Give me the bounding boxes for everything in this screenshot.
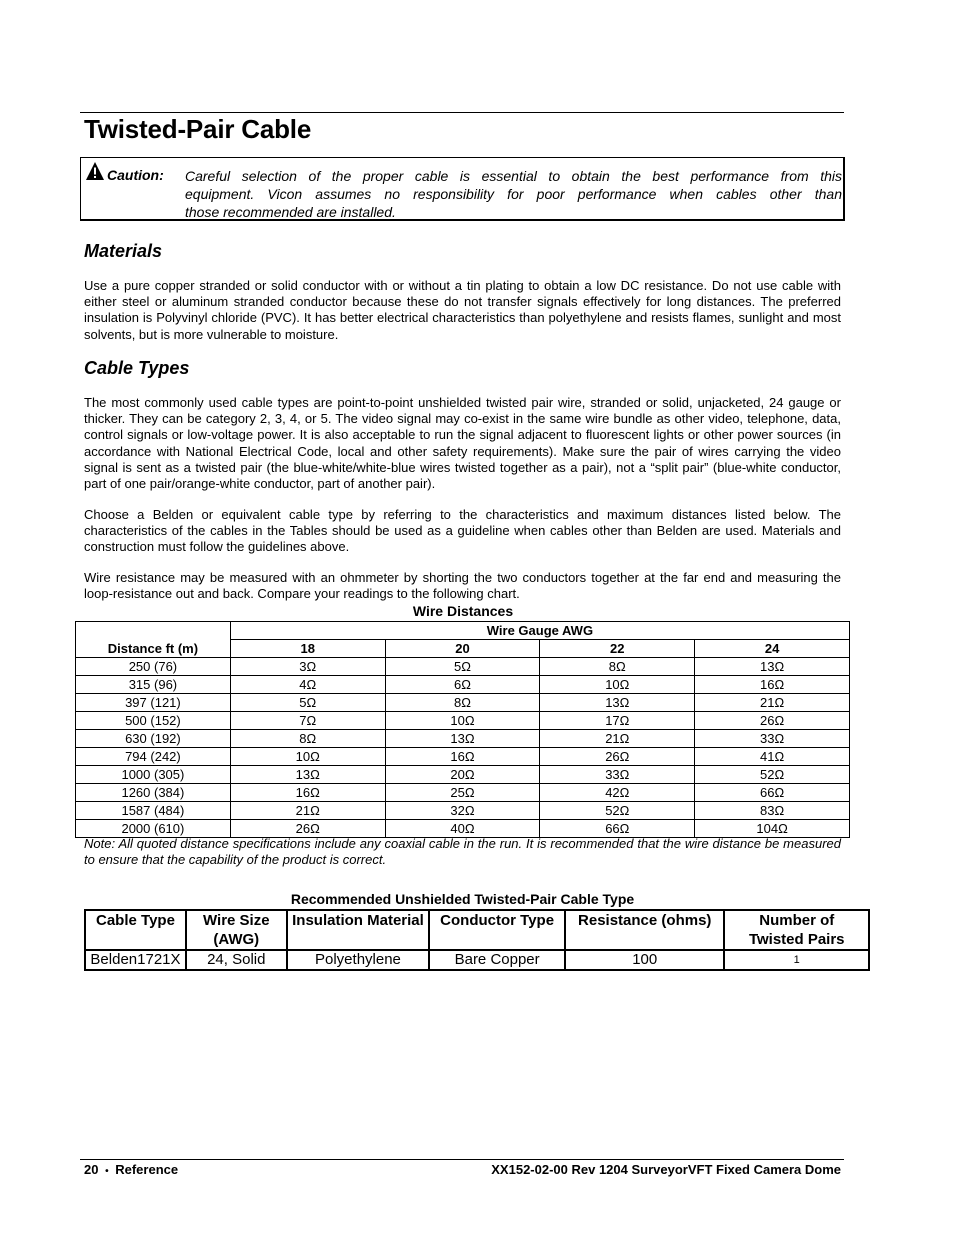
resistance-cell: 26Ω [230,820,385,838]
gauge-col-header: 24 [695,640,850,658]
footer-section: Reference [115,1162,179,1177]
materials-heading: Materials [84,241,163,261]
recommended-cell: Bare Copper [429,950,565,970]
recommended-cable-table [84,909,870,971]
resistance-cell: 21Ω [695,694,850,712]
resistance-cell: 26Ω [695,712,850,730]
caution-label: Caution: [107,167,164,183]
resistance-cell: 42Ω [540,784,695,802]
wire-distances-note: Note: All quoted distance specifications include any coaxial cable in the run. It is recommended that the wire distance be measured to ensure that the capability of the product is correct. [84,836,841,867]
resistance-cell: 40Ω [385,820,540,838]
caution-line: Careful selection of the proper cable is essential to obtain the best performance from this [185,168,842,184]
gauge-col-header: 18 [230,640,385,658]
header-line: Number of [759,912,835,929]
resistance-cell: 21Ω [540,730,695,748]
recommended-cell: 24, Solid [186,950,287,970]
distance-cell: 1260 (384) [76,784,231,802]
table-row [76,676,850,694]
recommended-cell: 1 [724,950,869,970]
resistance-cell: 52Ω [695,766,850,784]
resistance-cell: 5Ω [230,694,385,712]
resistance-cell: 83Ω [695,802,850,820]
resistance-cell: 17Ω [540,712,695,730]
table-row [76,784,850,802]
recommended-col-header [287,910,430,950]
resistance-cell: 7Ω [230,712,385,730]
resistance-cell: 41Ω [695,748,850,766]
cable-types-paragraph-3: Wire resistance may be measured with an ohmmeter by shorting the two conductors together at the far end and measuring the loop-resistance out and back. Compare your readings to the following chart. [84,570,841,602]
table-row [85,950,869,970]
distance-cell: 250 (76) [76,658,231,676]
recommended-col-header [565,910,725,950]
header-line: Twisted Pairs [748,931,845,948]
resistance-cell: 104Ω [695,820,850,838]
distance-cell: 2000 (610) [76,820,231,838]
table-row [76,766,850,784]
table-row [76,694,850,712]
resistance-cell: 13Ω [385,730,540,748]
caution-text [185,167,842,221]
header-line: (AWG) [213,931,260,948]
resistance-cell: 20Ω [385,766,540,784]
resistance-cell: 32Ω [385,802,540,820]
resistance-cell: 13Ω [230,766,385,784]
distance-cell: 1000 (305) [76,766,231,784]
resistance-cell: 13Ω [540,694,695,712]
resistance-cell: 16Ω [695,676,850,694]
resistance-cell: 6Ω [385,676,540,694]
header-line: Conductor Type [440,912,555,929]
resistance-cell: 4Ω [230,676,385,694]
caution-box [80,157,845,221]
caution-line: those recommended are installed. [185,204,396,220]
resistance-cell: 25Ω [385,784,540,802]
resistance-cell: 10Ω [385,712,540,730]
bottom-rule [80,1159,844,1160]
wire-distances-table [75,621,850,838]
page-number: 20 [84,1162,99,1177]
resistance-cell: 10Ω [230,748,385,766]
resistance-cell: 66Ω [540,820,695,838]
resistance-cell: 33Ω [540,766,695,784]
distance-cell: 500 (152) [76,712,231,730]
cable-types-paragraph-2: Choose a Belden or equivalent cable type by referring to the characteristics and maximum distances listed below. The characteristics of the cables in the Tables should be used as a guideline when cables other than Belden are used. Materials and construction must follow the guidelines above. [84,507,841,555]
resistance-cell: 33Ω [695,730,850,748]
resistance-cell: 16Ω [385,748,540,766]
distance-cell: 1587 (484) [76,802,231,820]
table-row [76,730,850,748]
resistance-cell: 5Ω [385,658,540,676]
resistance-cell: 21Ω [230,802,385,820]
footer-left [84,1162,178,1177]
recommended-caption: Recommended Unshielded Twisted-Pair Cable Type [290,891,635,907]
header-line: Insulation Material [292,912,424,929]
resistance-cell: 8Ω [230,730,385,748]
caution-line: equipment. Vicon assumes no responsibility for poor performance when cables other than [185,186,842,202]
recommended-cell: 100 [565,950,725,970]
distance-cell: 397 (121) [76,694,231,712]
resistance-cell: 8Ω [385,694,540,712]
distance-cell: 794 (242) [76,748,231,766]
gauge-header: Wire Gauge AWG [230,622,849,640]
resistance-cell: 26Ω [540,748,695,766]
table-row [76,820,850,838]
recommended-cell: Belden1721X [85,950,186,970]
resistance-cell: 3Ω [230,658,385,676]
recommended-col-header [186,910,287,950]
table-row [76,802,850,820]
page-title: Twisted-Pair Cable [84,114,312,144]
resistance-cell: 52Ω [540,802,695,820]
header-line: Cable Type [96,912,175,929]
footer-doc-id: XX152-02-00 Rev 1204 SurveyorVFT Fixed Camera Dome [491,1162,841,1177]
cable-types-heading: Cable Types [84,358,190,378]
table-row [76,658,850,676]
table-row [76,712,850,730]
warning-icon [85,161,105,181]
footer-bullet: • [105,1166,109,1177]
wire-distances-caption: Wire Distances [412,603,514,619]
cable-types-paragraph-1: The most commonly used cable types are point-to-point unshielded twisted pair wire, stranded or solid, unjacketed, 24 gauge or thicker. They can be category 2, 3, 4, or 5. The video signal may co-exist in the same wire bundle as other video, telephone, data, control signals or low-voltage power. It is also acceptable to run the signal adjacent to fluorescent lights or other power sources (in accordance with National Electrical Code, local and other safety requirements). Make sure the pair of wires carrying the video signal is sent as a twisted pair (the blue-white/white-blue wires twisted together as a pair), not a “split pair” (blue-white conductor, part of one pair/orange-white conductor, part of another pair). [84,395,841,492]
resistance-cell: 66Ω [695,784,850,802]
resistance-cell: 16Ω [230,784,385,802]
distance-cell: 315 (96) [76,676,231,694]
distance-header: Distance ft (m) [76,622,231,658]
gauge-col-header: 22 [540,640,695,658]
recommended-col-header [724,910,869,950]
resistance-cell: 10Ω [540,676,695,694]
table-row [76,748,850,766]
materials-paragraph: Use a pure copper stranded or solid conductor with or without a tin plating to obtain a low DC resistance. Do not use cable with either steel or aluminum stranded conductor because these do not transfer signals effectively for long distances. The preferred insulation is Polyvinyl chloride (PVC). It has better electrical characteristics than polyethylene and resists flames, sunlight and most solvents, but is more vulnerable to moisture. [84,278,841,342]
resistance-cell: 8Ω [540,658,695,676]
header-line: Wire Size [203,912,270,929]
recommended-col-header [429,910,565,950]
gauge-col-header: 20 [385,640,540,658]
recommended-col-header [85,910,186,950]
recommended-cell: Polyethylene [287,950,430,970]
distance-cell: 630 (192) [76,730,231,748]
header-line: Resistance (ohms) [578,912,712,929]
resistance-cell: 13Ω [695,658,850,676]
top-rule [80,112,844,113]
